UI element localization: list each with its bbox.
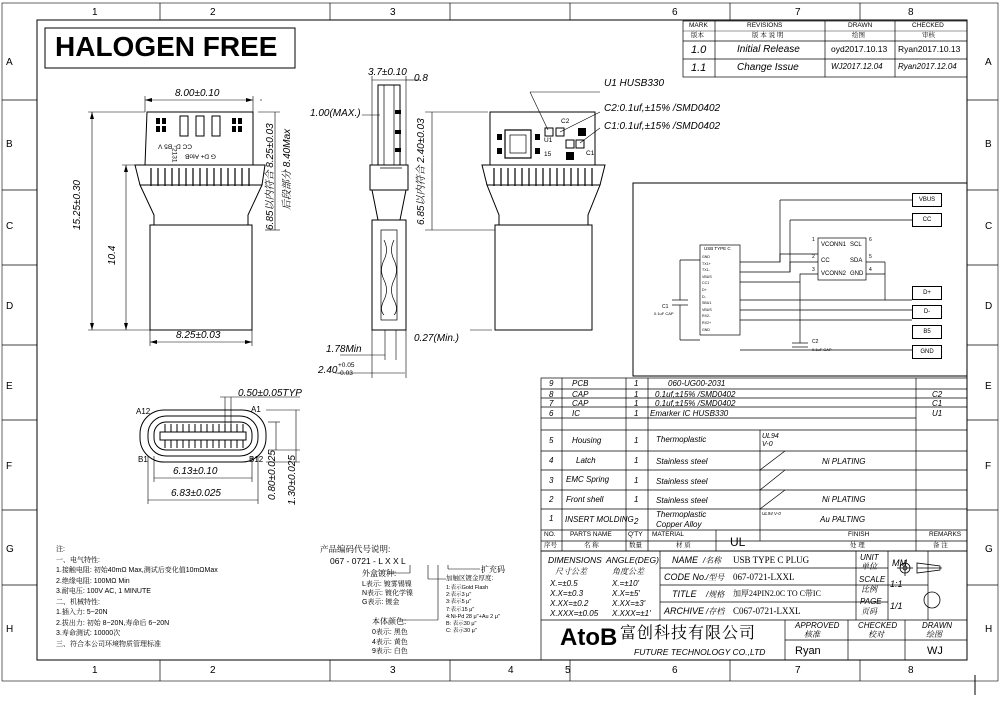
dim-side-685a: 6.85以内符合 8.25±0.03 <box>265 123 276 230</box>
tb-unit-val: MM <box>892 558 907 568</box>
dim-side-240: 2.40 <box>318 365 338 376</box>
dim-face-683: 6.83±0.025 <box>171 488 221 499</box>
tb-drawn-cn: 绘图 <box>926 630 942 639</box>
tb-scale-cn: 比例 <box>861 585 877 594</box>
schem-out-vbus: VBUS <box>912 193 942 207</box>
bom-part: CAP <box>572 399 589 408</box>
rev-head-checked-cn: 审核 <box>922 32 935 39</box>
note-line: 一、电气特性: <box>56 556 100 564</box>
zone-col-2: 2 <box>210 7 216 18</box>
tb-page-lbl: PAGE <box>860 597 882 606</box>
tb-code-val: 067-0721-LXXL <box>733 572 795 582</box>
bom-head-no: NO. <box>544 531 556 538</box>
dim-bottom-width: 8.25±0.03 <box>176 330 221 341</box>
label-u1: U1 HUSB330 <box>604 78 665 89</box>
tb-tolang-3: X.XXX=±1' <box>612 609 651 618</box>
tb-dimensions-cn: 尺寸公差 <box>555 567 587 576</box>
tb-tolang-0: X.=±10' <box>612 579 640 588</box>
zone-col-4b: 4 <box>508 665 514 676</box>
note-line: 3.寿命测试: 10000次 <box>56 630 121 637</box>
bom-mat: Stainless steel <box>656 457 708 466</box>
schem-ic-num-2: 2 <box>812 254 815 260</box>
conn-pin: RX2- <box>702 314 711 319</box>
rev-head-drawn-cn: 绘图 <box>852 32 865 39</box>
label-c2: C2:0.1uf,±15% /SMD0402 <box>604 103 721 114</box>
bom-qty: 1 <box>634 495 639 504</box>
code-ext: 扩充码 <box>481 565 505 574</box>
bom-mat: Thermoplastic <box>656 435 707 444</box>
dim-face-130: 1.30±0.025 <box>287 455 298 505</box>
schem-ic-pin-l2: CC <box>821 258 830 264</box>
bom-qty: 1 <box>634 476 639 485</box>
conn-pin: VBUS <box>702 307 712 312</box>
zone-row-d-r: D <box>985 301 993 312</box>
face-a12: A12 <box>136 407 151 416</box>
tb-archive-val: C067-0721-LXXL <box>733 606 801 616</box>
dim-height-104: 10.4 <box>107 245 118 265</box>
tb-archive-cn: /存档 <box>706 607 725 616</box>
pcb-ref-u1: U1 <box>544 137 553 144</box>
tb-code-lbl: CODE No. <box>664 572 707 582</box>
bom-qty: 1 <box>634 379 639 388</box>
bom-finish: Ni PLATING <box>822 457 866 466</box>
zone-row-g-r: G <box>985 544 993 555</box>
bom-remark: C2 <box>932 390 943 399</box>
bom-head-qty: Q'TY <box>628 531 643 538</box>
bom-no: 4 <box>549 456 554 465</box>
bom-part: Housing <box>572 436 602 445</box>
schem-cap2-val: 0.1uF CAP <box>812 347 832 352</box>
tb-checked-cn: 校对 <box>868 630 884 639</box>
zone-row-c: C <box>6 221 14 232</box>
tb-tol-0: X.=±0.5 <box>550 579 578 588</box>
rev-row1-drawn: oyd2017.10.13 <box>831 44 888 54</box>
rev-head-drawn: DRAWN <box>848 22 873 29</box>
tb-tolang-2: X.XX=±3' <box>612 599 646 608</box>
rev-row1-desc: Initial Release <box>737 44 800 55</box>
contact-item: 3:表示5 μ" <box>446 599 472 606</box>
zone-row-d: D <box>6 301 14 312</box>
bom-qty: 1 <box>634 399 639 408</box>
bom-remark: U1 <box>932 409 943 418</box>
label-c1: C1:0.1uf,±15% /SMD0402 <box>604 121 721 132</box>
conn-pin: TX1+ <box>702 261 711 266</box>
tb-approved-val: Ryan <box>795 645 821 657</box>
dim-face-613: 6.13±0.10 <box>173 466 218 477</box>
schem-chip-title: USB TYPE C <box>704 246 731 251</box>
tb-page-val: 1/1 <box>890 601 903 611</box>
pcb-ref-15: 15 <box>544 151 552 158</box>
page-title: HALOGEN FREE <box>55 31 278 62</box>
tb-unit-cn: 单位 <box>861 562 877 571</box>
note-line: 2.绝缘电阻: 100MΩ Min <box>56 577 130 585</box>
zone-col-7: 7 <box>795 7 801 18</box>
zone-col-8: 8 <box>908 7 914 18</box>
zone-row-h: H <box>6 624 14 635</box>
schem-ic-num-3: 3 <box>812 267 815 273</box>
code-title: 产品编码代号说明: <box>320 544 391 554</box>
face-a1: A1 <box>251 405 261 414</box>
zone-col-3: 3 <box>390 7 396 18</box>
pcb-silk-2: G D+ AtoB <box>185 152 216 160</box>
bom-part: PCB <box>572 379 589 388</box>
schem-out-dminus: D- <box>912 305 942 319</box>
tb-title-val: 加厚24PIN2.0C TO C带IC <box>733 589 821 598</box>
bom-qty: 2 <box>634 517 639 526</box>
bom-part: INSERT MOLDING <box>565 515 634 524</box>
plating-item: G表示: 镀金 <box>362 599 400 606</box>
code-plating-title: 外盒镀种: <box>362 569 397 578</box>
schem-conn-pins <box>702 254 738 333</box>
schem-ic-num-6: 6 <box>869 237 872 243</box>
color-item: 4表示: 黄色 <box>372 638 408 646</box>
bom-mat: 0.1uf,±15% /SMD0402 <box>655 390 736 399</box>
tb-tolang-1: X.X=±5' <box>612 589 640 598</box>
bom-head-remark-cn: 备 注 <box>933 542 948 549</box>
schem-ic-pin-r3: GND <box>850 271 864 277</box>
rev-row1-checked: Ryan2017.10.13 <box>898 44 961 54</box>
tb-name-cn: /名称 <box>703 556 722 565</box>
conn-pin: VBUS <box>702 274 712 279</box>
contact-item: 1:表示Gold Flash <box>446 585 489 591</box>
conn-pin: CC1 <box>702 281 710 286</box>
tb-scale-val: 1:1 <box>890 579 903 589</box>
bom-part: Latch <box>576 456 596 465</box>
code-contact-title: 加触区镀金厚度: <box>446 575 494 582</box>
tb-page-cn: 页码 <box>861 607 877 616</box>
note-line: 2.拔出力: 初始 8~20N,寿命后 6~20N <box>56 619 170 627</box>
conn-pin: SBU1 <box>702 301 712 306</box>
bom-part: EMC Spring <box>566 475 610 484</box>
schem-cap1-val: 0.1uF CAP <box>654 311 674 316</box>
tb-unit-lbl: UNIT <box>860 553 879 562</box>
tb-scale-lbl: SCALE <box>859 575 886 584</box>
bom-head-finish-cn: 处 理 <box>850 542 865 549</box>
bom-head-finish: FINISH <box>848 531 870 538</box>
dim-right-027: 0.27(Min.) <box>414 333 460 344</box>
dim-side-08: 0.8 <box>414 73 428 84</box>
schem-ic-num-4: 4 <box>869 267 872 273</box>
rev-head-mark-cn: 版本 <box>691 32 704 39</box>
tb-title-lbl: TITLE <box>672 589 697 599</box>
zone-row-h-r: H <box>985 624 993 635</box>
dim-side-685b: 后段部分 8.40Max <box>282 128 293 210</box>
zone-row-g: G <box>6 544 14 555</box>
tb-angle-cn: 角度公差 <box>612 567 644 576</box>
code-leader-lines <box>380 565 490 635</box>
rev-row2-checked: Ryan2017.12.04 <box>898 62 957 71</box>
bom-no: 6 <box>549 409 554 418</box>
code-color-title: 本体颜色: <box>372 617 407 626</box>
note-line: 三、符合本公司环境物质管理标准 <box>56 640 161 648</box>
zone-row-b-r: B <box>985 139 992 150</box>
bom-no: 7 <box>549 399 554 408</box>
schem-ic-num-1: 1 <box>812 237 815 243</box>
dim-side-100: 1.00(MAX.) <box>310 108 361 119</box>
bom-no: 1 <box>549 514 554 523</box>
pcb-cap-c2: C2 <box>561 118 570 125</box>
schem-cap2: C2 <box>812 339 819 345</box>
plating-item: L表示: 镀雾锡镍 <box>362 581 412 588</box>
rev-row2-desc: Change Issue <box>737 62 799 73</box>
zone-row-c-r: C <box>985 221 993 232</box>
bom-mat: 0.1uf,±15% /SMD0402 <box>655 399 736 408</box>
tb-company-logo: AtoB <box>560 624 618 651</box>
bom-part: Front shell <box>566 495 604 504</box>
bom-note: UL94 V-0 <box>762 433 779 448</box>
contact-item: 4:Ni-Pd 28 μ"+Au 2 μ" <box>446 613 500 620</box>
bom-qty: 1 <box>634 390 639 399</box>
zone-col-1: 1 <box>92 7 98 18</box>
bom-qty: 1 <box>634 409 639 418</box>
dim-side-240-dn: -0.03 <box>338 370 353 377</box>
schem-out-gnd: GND <box>912 345 942 359</box>
bom-qty: 1 <box>634 436 639 445</box>
tb-tol-2: X.XX=±0.2 <box>550 599 589 608</box>
tb-company-cn: 富创科技有限公司 <box>620 625 757 642</box>
zone-col-2b: 2 <box>210 665 216 676</box>
note-line: 1.插入力: 5~20N <box>56 609 108 616</box>
bom-no: 3 <box>549 476 554 485</box>
dim-side-178: 1.78Min <box>326 344 362 355</box>
bom-finish: Ni PLATING <box>822 495 866 504</box>
zone-col-6b: 6 <box>672 665 678 676</box>
face-b1: B1 <box>138 455 148 464</box>
schem-ic-pin-l1: VCONN1 <box>821 242 847 248</box>
rev-head-revisions: REVISIONS <box>747 22 783 29</box>
rev-row2-drawn: WJ2017.12.04 <box>831 62 883 71</box>
bom-head-ul: UL <box>730 535 746 549</box>
dim-side-240-up: +0.05 <box>338 362 355 369</box>
bom-head-part-cn: 名 称 <box>584 542 599 549</box>
tb-code-cn: /型号 <box>706 573 725 582</box>
bom-qty: 1 <box>634 456 639 465</box>
bom-head-mat-cn: 材 质 <box>676 542 691 549</box>
notes <box>56 545 218 650</box>
bom-mat2: Copper Alloy <box>656 520 702 529</box>
bom-mat: Thermoplastic <box>656 510 707 519</box>
dim-right-685: 6.85以内符合 2.40±0.03 <box>416 118 427 225</box>
schem-ic-pin-r2: SDA <box>850 258 863 264</box>
dim-side-thick: 3.7±0.10 <box>368 67 407 78</box>
tb-drawn-val: WJ <box>927 645 943 657</box>
dim-top-width: 8.00±0.10 <box>175 88 220 99</box>
zone-row-e: E <box>6 381 13 392</box>
tb-angle: ANGLE(DEG) <box>606 555 659 565</box>
zone-row-f-r: F <box>985 461 992 472</box>
tb-title-cn: /规格 <box>706 590 725 599</box>
bom-part: CAP <box>572 390 589 399</box>
rev-row2-mark: 1.1 <box>691 62 707 74</box>
tb-archive-lbl: ARCHIVE <box>664 606 705 616</box>
bom-finish: Au PALTING <box>820 515 866 524</box>
pcb-cap-c1: C1 <box>586 150 595 157</box>
zone-row-e-r: E <box>985 381 992 392</box>
bom-head-mat: MATERIAL <box>652 531 685 538</box>
schem-out-cc: CC <box>912 213 942 227</box>
bom-mat: 060-UG00-2031 <box>668 379 726 388</box>
note-line: 1.接触电阻: 初始40mΩ Max,测试后变化值10mΩMax <box>56 567 218 574</box>
conn-pin: D+ <box>702 287 707 292</box>
zone-col-8b: 8 <box>908 665 914 676</box>
rev-head-mark: MARK <box>689 22 708 29</box>
bom-mat: Stainless steel <box>656 477 708 486</box>
tb-checked: CHECKED <box>858 621 898 630</box>
conn-pin: D- <box>702 294 706 299</box>
tb-company-en: FUTURE TECHNOLOGY CO.,LTD <box>634 647 766 657</box>
bom-no: 5 <box>549 436 554 445</box>
bom-mat: Stainless steel <box>656 496 708 505</box>
conn-pin: GND <box>702 327 710 332</box>
conn-pin: GND <box>702 255 710 259</box>
zone-col-3b: 3 <box>390 665 396 676</box>
bom-no: 9 <box>549 379 554 388</box>
color-item: 0表示: 黑色 <box>372 629 408 636</box>
tb-approved: APPROVED <box>795 621 840 630</box>
bom-mat: Emarker IC HUSB330 <box>650 409 729 418</box>
bom-no: 8 <box>549 390 554 399</box>
tb-tol-1: X.X=±0.3 <box>550 589 584 598</box>
tb-drawn: DRAWN <box>922 621 953 630</box>
rev-head-checked: CHECKED <box>912 22 944 29</box>
zone-row-a-r: A <box>985 57 992 68</box>
conn-pin: RX2+ <box>702 320 712 325</box>
tb-approved-cn: 核准 <box>804 630 820 639</box>
bom-no: 2 <box>549 495 554 504</box>
pcb-silk-3: 2131 <box>170 148 178 163</box>
bom-head-remark: REMARKS <box>929 531 962 538</box>
plating-item: N表示: 镀化学镍 <box>362 590 413 597</box>
zone-row-a: A <box>6 57 13 68</box>
note-line: 注: <box>56 546 65 553</box>
code-string: 067 - 0721 - L X X L <box>330 556 406 566</box>
tb-name-lbl: NAME <box>672 555 699 565</box>
contact-item: 7:表示15 μ" <box>446 606 475 613</box>
bom-remark: C1 <box>932 399 943 408</box>
conn-pin: TX1- <box>702 268 710 273</box>
bom-head-no-cn: 序号 <box>544 542 557 549</box>
zone-col-6: 6 <box>672 7 678 18</box>
bom-head-qty-cn: 数量 <box>629 542 642 549</box>
contact-item: C: 表示30 μ" <box>446 628 477 635</box>
note-line: 二、机械特性: <box>56 598 100 606</box>
face-b12: B12 <box>249 455 264 464</box>
contact-item: 2:表示3 μ" <box>446 592 472 599</box>
dim-face-080: 0.80±0.025 <box>267 450 278 500</box>
dim-height-total: 15.25±0.30 <box>72 180 83 230</box>
bom-head-part: PARTS NAME <box>570 531 612 538</box>
zone-col-5b: 5 <box>565 665 571 676</box>
tb-tol-3: X.XXX=±0.05 <box>550 609 599 618</box>
tb-name-val: USB TYPE C PLUG <box>733 555 810 565</box>
rev-head-revisions-cn: 版 本 说 明 <box>752 32 784 39</box>
schem-ic-num-5: 5 <box>869 254 872 260</box>
schem-out-b5: B5 <box>912 325 942 339</box>
dim-face-050: 0.50±0.05TYP <box>238 388 302 399</box>
zone-col-1b: 1 <box>92 665 98 676</box>
zone-col-7b: 7 <box>795 665 801 676</box>
schem-out-dplus: D+ <box>912 286 942 300</box>
schem-ic-pin-r1: SCL <box>850 242 862 248</box>
schem-cap1: C1 <box>662 304 669 310</box>
color-item: 9表示: 白色 <box>372 648 408 655</box>
tb-dimensions: DIMENSIONS <box>548 555 602 565</box>
note-line: 3.耐电压: 100V AC, 1 MINUTE <box>56 588 151 595</box>
contact-item: B: 表示30 μ" <box>446 621 477 628</box>
bom-note: UL94 V-0 <box>762 511 781 516</box>
pcb-silk-1: CC D- B5 V <box>158 142 192 150</box>
schem-ic-pin-l3: VCONN2 <box>821 271 847 277</box>
zone-row-b: B <box>6 139 13 150</box>
zone-row-f: F <box>6 461 13 472</box>
rev-row1-mark: 1.0 <box>691 44 707 56</box>
bom-part: IC <box>572 409 580 418</box>
